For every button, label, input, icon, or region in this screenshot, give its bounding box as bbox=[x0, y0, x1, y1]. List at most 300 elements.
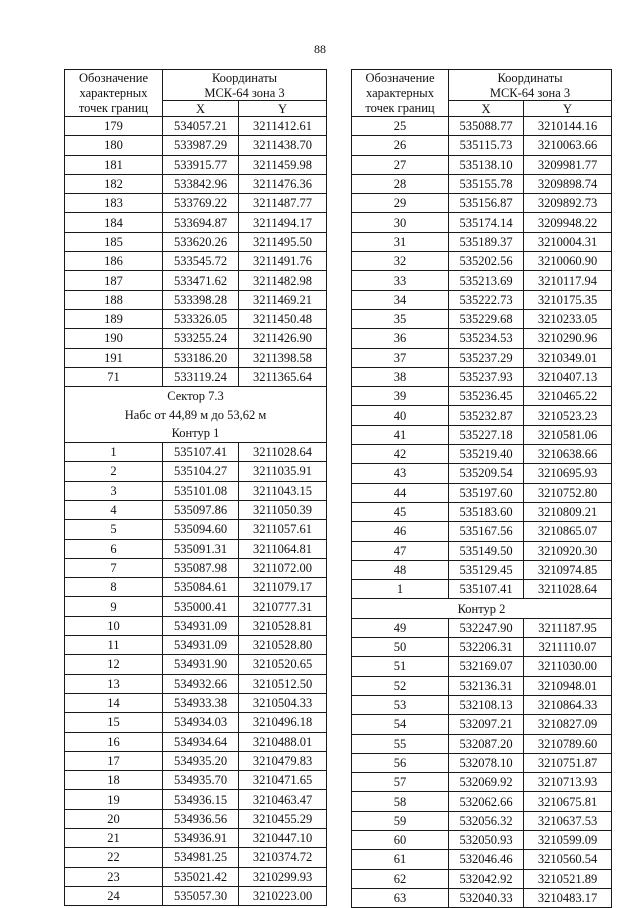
table-row bbox=[65, 771, 327, 790]
x-coordinate-cell: 535234.53 bbox=[449, 329, 524, 348]
table-row bbox=[65, 636, 327, 655]
section-title: Контур 1 bbox=[65, 424, 327, 443]
x-coordinate-cell: 532040.33 bbox=[449, 888, 524, 907]
x-coordinate-cell: 535189.37 bbox=[449, 232, 524, 251]
y-coordinate-cell: 3210223.00 bbox=[239, 886, 327, 905]
header-x: X bbox=[163, 101, 239, 117]
table-row bbox=[352, 753, 612, 772]
coordinates-table-right bbox=[351, 69, 612, 908]
x-coordinate-cell: 535000.41 bbox=[163, 597, 239, 616]
section-row bbox=[65, 424, 327, 443]
table-row bbox=[352, 830, 612, 849]
table-row bbox=[352, 657, 612, 676]
point-id-cell: 18 bbox=[65, 771, 163, 790]
y-coordinate-cell: 3211491.76 bbox=[239, 252, 327, 271]
y-coordinate-cell: 3211072.00 bbox=[239, 558, 327, 577]
point-id-cell: 184 bbox=[65, 213, 163, 232]
section-row bbox=[65, 405, 327, 423]
y-coordinate-cell: 3210599.09 bbox=[524, 830, 612, 849]
table-row bbox=[65, 597, 327, 616]
y-coordinate-cell: 3210117.94 bbox=[524, 271, 612, 290]
x-coordinate-cell: 535115.73 bbox=[449, 136, 524, 155]
y-coordinate-cell: 3210637.53 bbox=[524, 811, 612, 830]
point-id-cell: 52 bbox=[352, 676, 449, 695]
x-coordinate-cell: 534933.38 bbox=[163, 693, 239, 712]
x-coordinate-cell: 534934.64 bbox=[163, 732, 239, 751]
x-coordinate-cell: 534981.25 bbox=[163, 848, 239, 867]
x-coordinate-cell: 533545.72 bbox=[163, 252, 239, 271]
table-row bbox=[352, 773, 612, 792]
point-id-cell: 3 bbox=[65, 481, 163, 500]
table-row bbox=[65, 674, 327, 693]
point-id-cell: 27 bbox=[352, 155, 449, 174]
point-id-cell: 20 bbox=[65, 809, 163, 828]
y-coordinate-cell: 3211064.81 bbox=[239, 539, 327, 558]
point-id-cell: 19 bbox=[65, 790, 163, 809]
table-row bbox=[65, 578, 327, 597]
point-id-cell: 56 bbox=[352, 753, 449, 772]
y-coordinate-cell: 3210865.07 bbox=[524, 522, 612, 541]
point-id-cell: 185 bbox=[65, 232, 163, 251]
y-coordinate-cell: 3211459.98 bbox=[239, 155, 327, 174]
table-row bbox=[352, 869, 612, 888]
table-row bbox=[352, 850, 612, 869]
x-coordinate-cell: 535091.31 bbox=[163, 539, 239, 558]
x-coordinate-cell: 535237.93 bbox=[449, 367, 524, 386]
table-row bbox=[352, 888, 612, 907]
table-row bbox=[65, 155, 327, 174]
table-row bbox=[352, 348, 612, 367]
x-coordinate-cell: 535202.56 bbox=[449, 252, 524, 271]
y-coordinate-cell: 3210144.16 bbox=[524, 117, 612, 136]
x-coordinate-cell: 534931.90 bbox=[163, 655, 239, 674]
y-coordinate-cell: 3211476.36 bbox=[239, 174, 327, 193]
table-row bbox=[352, 734, 612, 753]
table-row bbox=[65, 329, 327, 348]
table-row bbox=[65, 117, 327, 136]
y-coordinate-cell: 3210948.01 bbox=[524, 676, 612, 695]
table-row bbox=[65, 867, 327, 886]
x-coordinate-cell: 534934.03 bbox=[163, 713, 239, 732]
point-id-cell: 12 bbox=[65, 655, 163, 674]
point-id-cell: 34 bbox=[352, 290, 449, 309]
table-row bbox=[352, 213, 612, 232]
x-coordinate-cell: 535209.54 bbox=[449, 464, 524, 483]
y-coordinate-cell: 3210675.81 bbox=[524, 792, 612, 811]
point-id-cell: 8 bbox=[65, 578, 163, 597]
point-id-cell: 44 bbox=[352, 483, 449, 502]
table-row bbox=[352, 638, 612, 657]
x-coordinate-cell: 535138.10 bbox=[449, 155, 524, 174]
point-id-cell: 1 bbox=[65, 443, 163, 462]
section-row bbox=[65, 387, 327, 406]
y-coordinate-cell: 3209948.22 bbox=[524, 213, 612, 232]
x-coordinate-cell: 535101.08 bbox=[163, 481, 239, 500]
x-coordinate-cell: 535084.61 bbox=[163, 578, 239, 597]
point-id-cell: 182 bbox=[65, 174, 163, 193]
x-coordinate-cell: 535222.73 bbox=[449, 290, 524, 309]
header-point-designation: Обозначение характерных точек границ bbox=[65, 70, 163, 117]
point-id-cell: 50 bbox=[352, 638, 449, 657]
point-id-cell: 51 bbox=[352, 657, 449, 676]
y-coordinate-cell: 3211412.61 bbox=[239, 117, 327, 136]
x-coordinate-cell: 532056.32 bbox=[449, 811, 524, 830]
x-coordinate-cell: 535227.18 bbox=[449, 425, 524, 444]
x-coordinate-cell: 533769.22 bbox=[163, 194, 239, 213]
point-id-cell: 35 bbox=[352, 309, 449, 328]
x-coordinate-cell: 532062.66 bbox=[449, 792, 524, 811]
x-coordinate-cell: 533620.26 bbox=[163, 232, 239, 251]
point-id-cell: 43 bbox=[352, 464, 449, 483]
y-coordinate-cell: 3210063.66 bbox=[524, 136, 612, 155]
y-coordinate-cell: 3210713.93 bbox=[524, 773, 612, 792]
table-row bbox=[352, 367, 612, 386]
x-coordinate-cell: 533915.77 bbox=[163, 155, 239, 174]
point-id-cell: 186 bbox=[65, 252, 163, 271]
table-row bbox=[65, 558, 327, 577]
point-id-cell: 9 bbox=[65, 597, 163, 616]
point-id-cell: 49 bbox=[352, 618, 449, 637]
x-coordinate-cell: 534936.91 bbox=[163, 828, 239, 847]
x-coordinate-cell: 535232.87 bbox=[449, 406, 524, 425]
point-id-cell: 25 bbox=[352, 117, 449, 136]
table-row bbox=[352, 580, 612, 599]
table-row bbox=[65, 500, 327, 519]
table-row bbox=[352, 290, 612, 309]
y-coordinate-cell: 3210349.01 bbox=[524, 348, 612, 367]
table-row bbox=[65, 136, 327, 155]
table-row bbox=[352, 194, 612, 213]
y-coordinate-cell: 3210004.31 bbox=[524, 232, 612, 251]
table-row bbox=[65, 848, 327, 867]
y-coordinate-cell: 3210864.33 bbox=[524, 695, 612, 714]
header-coordinates-title: Координаты bbox=[449, 70, 612, 86]
x-coordinate-cell: 535087.98 bbox=[163, 558, 239, 577]
table-row bbox=[352, 483, 612, 502]
x-coordinate-cell: 533694.87 bbox=[163, 213, 239, 232]
point-id-cell: 187 bbox=[65, 271, 163, 290]
point-id-cell: 179 bbox=[65, 117, 163, 136]
point-id-cell: 37 bbox=[352, 348, 449, 367]
x-coordinate-cell: 532097.21 bbox=[449, 715, 524, 734]
y-coordinate-cell: 3211365.64 bbox=[239, 367, 327, 386]
x-coordinate-cell: 535155.78 bbox=[449, 174, 524, 193]
y-coordinate-cell: 3211079.17 bbox=[239, 578, 327, 597]
point-id-cell: 190 bbox=[65, 329, 163, 348]
x-coordinate-cell: 532247.90 bbox=[449, 618, 524, 637]
table-row bbox=[65, 732, 327, 751]
y-coordinate-cell: 3210465.22 bbox=[524, 387, 612, 406]
table-row bbox=[352, 252, 612, 271]
table-row bbox=[352, 136, 612, 155]
y-coordinate-cell: 3210175.35 bbox=[524, 290, 612, 309]
x-coordinate-cell: 532136.31 bbox=[449, 676, 524, 695]
y-coordinate-cell: 3210789.60 bbox=[524, 734, 612, 753]
table-row bbox=[352, 387, 612, 406]
table-row bbox=[65, 751, 327, 770]
y-coordinate-cell: 3210528.80 bbox=[239, 636, 327, 655]
x-coordinate-cell: 535104.27 bbox=[163, 462, 239, 481]
point-id-cell: 188 bbox=[65, 290, 163, 309]
x-coordinate-cell: 534936.15 bbox=[163, 790, 239, 809]
header-x: X bbox=[449, 101, 524, 117]
y-coordinate-cell: 3210520.65 bbox=[239, 655, 327, 674]
point-id-cell: 183 bbox=[65, 194, 163, 213]
y-coordinate-cell: 3211469.21 bbox=[239, 290, 327, 309]
y-coordinate-cell: 3211030.00 bbox=[524, 657, 612, 676]
section-title: Набс от 44,89 м до 53,62 м bbox=[65, 405, 327, 423]
table-row bbox=[65, 713, 327, 732]
x-coordinate-cell: 535097.86 bbox=[163, 500, 239, 519]
y-coordinate-cell: 3210374.72 bbox=[239, 848, 327, 867]
point-id-cell: 1 bbox=[352, 580, 449, 599]
x-coordinate-cell: 535156.87 bbox=[449, 194, 524, 213]
point-id-cell: 13 bbox=[65, 674, 163, 693]
y-coordinate-cell: 3209892.73 bbox=[524, 194, 612, 213]
y-coordinate-cell: 3210920.30 bbox=[524, 541, 612, 560]
table-row bbox=[65, 520, 327, 539]
header-point-designation: Обозначение характерных точек границ bbox=[352, 70, 449, 117]
table-row bbox=[352, 445, 612, 464]
y-coordinate-cell: 3211450.48 bbox=[239, 309, 327, 328]
page-number: 88 bbox=[314, 42, 326, 56]
point-id-cell: 181 bbox=[65, 155, 163, 174]
point-id-cell: 5 bbox=[65, 520, 163, 539]
point-id-cell: 31 bbox=[352, 232, 449, 251]
y-coordinate-cell: 3210455.29 bbox=[239, 809, 327, 828]
x-coordinate-cell: 532206.31 bbox=[449, 638, 524, 657]
table-row bbox=[352, 695, 612, 714]
y-coordinate-cell: 3211187.95 bbox=[524, 618, 612, 637]
table-row bbox=[352, 618, 612, 637]
table-row bbox=[65, 616, 327, 635]
point-id-cell: 63 bbox=[352, 888, 449, 907]
table-row bbox=[65, 809, 327, 828]
table-row bbox=[352, 232, 612, 251]
point-id-cell: 22 bbox=[65, 848, 163, 867]
x-coordinate-cell: 535197.60 bbox=[449, 483, 524, 502]
y-coordinate-cell: 3210471.65 bbox=[239, 771, 327, 790]
y-coordinate-cell: 3210488.01 bbox=[239, 732, 327, 751]
point-id-cell: 54 bbox=[352, 715, 449, 734]
y-coordinate-cell: 3209981.77 bbox=[524, 155, 612, 174]
table-row bbox=[65, 213, 327, 232]
table-row bbox=[352, 792, 612, 811]
table-row bbox=[352, 406, 612, 425]
y-coordinate-cell: 3211028.64 bbox=[524, 580, 612, 599]
point-id-cell: 58 bbox=[352, 792, 449, 811]
y-coordinate-cell: 3210290.96 bbox=[524, 329, 612, 348]
table-row bbox=[352, 811, 612, 830]
table-row bbox=[65, 290, 327, 309]
table-row bbox=[352, 541, 612, 560]
point-id-cell: 59 bbox=[352, 811, 449, 830]
y-coordinate-cell: 3210060.90 bbox=[524, 252, 612, 271]
header-coordinates-zone: МСК-64 зона 3 bbox=[449, 85, 612, 101]
x-coordinate-cell: 534935.70 bbox=[163, 771, 239, 790]
point-id-cell: 4 bbox=[65, 500, 163, 519]
point-id-cell: 39 bbox=[352, 387, 449, 406]
y-coordinate-cell: 3210512.50 bbox=[239, 674, 327, 693]
table-row bbox=[65, 252, 327, 271]
y-coordinate-cell: 3210751.87 bbox=[524, 753, 612, 772]
table-row bbox=[352, 502, 612, 521]
section-row bbox=[352, 599, 612, 618]
table-row bbox=[65, 693, 327, 712]
table-row bbox=[352, 560, 612, 579]
x-coordinate-cell: 535174.14 bbox=[449, 213, 524, 232]
table-row bbox=[65, 828, 327, 847]
y-coordinate-cell: 3210560.54 bbox=[524, 850, 612, 869]
point-id-cell: 36 bbox=[352, 329, 449, 348]
y-coordinate-cell: 3210777.31 bbox=[239, 597, 327, 616]
y-coordinate-cell: 3210521.89 bbox=[524, 869, 612, 888]
point-id-cell: 28 bbox=[352, 174, 449, 193]
y-coordinate-cell: 3211494.17 bbox=[239, 213, 327, 232]
point-id-cell: 16 bbox=[65, 732, 163, 751]
x-coordinate-cell: 534936.56 bbox=[163, 809, 239, 828]
table-row bbox=[352, 676, 612, 695]
x-coordinate-cell: 535088.77 bbox=[449, 117, 524, 136]
table-row bbox=[65, 271, 327, 290]
table-row bbox=[352, 425, 612, 444]
x-coordinate-cell: 532108.13 bbox=[449, 695, 524, 714]
y-coordinate-cell: 3210528.81 bbox=[239, 616, 327, 635]
x-coordinate-cell: 532042.92 bbox=[449, 869, 524, 888]
y-coordinate-cell: 3211057.61 bbox=[239, 520, 327, 539]
x-coordinate-cell: 532078.10 bbox=[449, 753, 524, 772]
x-coordinate-cell: 534931.09 bbox=[163, 636, 239, 655]
table-row bbox=[65, 348, 327, 367]
y-coordinate-cell: 3210809.21 bbox=[524, 502, 612, 521]
x-coordinate-cell: 535057.30 bbox=[163, 886, 239, 905]
y-coordinate-cell: 3210233.05 bbox=[524, 309, 612, 328]
point-id-cell: 191 bbox=[65, 348, 163, 367]
x-coordinate-cell: 535107.41 bbox=[163, 443, 239, 462]
point-id-cell: 32 bbox=[352, 252, 449, 271]
table-row bbox=[352, 155, 612, 174]
x-coordinate-cell: 535229.68 bbox=[449, 309, 524, 328]
point-id-cell: 189 bbox=[65, 309, 163, 328]
table-row bbox=[65, 655, 327, 674]
point-id-cell: 62 bbox=[352, 869, 449, 888]
table-row bbox=[65, 194, 327, 213]
table-row bbox=[65, 367, 327, 386]
y-coordinate-cell: 3211426.90 bbox=[239, 329, 327, 348]
point-id-cell: 7 bbox=[65, 558, 163, 577]
point-id-cell: 33 bbox=[352, 271, 449, 290]
point-id-cell: 30 bbox=[352, 213, 449, 232]
point-id-cell: 2 bbox=[65, 462, 163, 481]
table-row bbox=[65, 790, 327, 809]
point-id-cell: 71 bbox=[65, 367, 163, 386]
table-row bbox=[352, 715, 612, 734]
y-coordinate-cell: 3210504.33 bbox=[239, 693, 327, 712]
x-coordinate-cell: 535129.45 bbox=[449, 560, 524, 579]
y-coordinate-cell: 3211110.07 bbox=[524, 638, 612, 657]
x-coordinate-cell: 532169.07 bbox=[449, 657, 524, 676]
point-id-cell: 23 bbox=[65, 867, 163, 886]
y-coordinate-cell: 3210447.10 bbox=[239, 828, 327, 847]
x-coordinate-cell: 535021.42 bbox=[163, 867, 239, 886]
x-coordinate-cell: 533119.24 bbox=[163, 367, 239, 386]
point-id-cell: 15 bbox=[65, 713, 163, 732]
y-coordinate-cell: 3211035.91 bbox=[239, 462, 327, 481]
y-coordinate-cell: 3211043.15 bbox=[239, 481, 327, 500]
point-id-cell: 180 bbox=[65, 136, 163, 155]
point-id-cell: 40 bbox=[352, 406, 449, 425]
x-coordinate-cell: 534935.20 bbox=[163, 751, 239, 770]
x-coordinate-cell: 535237.29 bbox=[449, 348, 524, 367]
x-coordinate-cell: 535219.40 bbox=[449, 445, 524, 464]
header-y: Y bbox=[239, 101, 327, 117]
point-id-cell: 14 bbox=[65, 693, 163, 712]
point-id-cell: 57 bbox=[352, 773, 449, 792]
table-row bbox=[352, 174, 612, 193]
point-id-cell: 60 bbox=[352, 830, 449, 849]
y-coordinate-cell: 3210827.09 bbox=[524, 715, 612, 734]
x-coordinate-cell: 535094.60 bbox=[163, 520, 239, 539]
y-coordinate-cell: 3210407.13 bbox=[524, 367, 612, 386]
table-row bbox=[352, 522, 612, 541]
x-coordinate-cell: 535183.60 bbox=[449, 502, 524, 521]
x-coordinate-cell: 534057.21 bbox=[163, 117, 239, 136]
y-coordinate-cell: 3211438.70 bbox=[239, 136, 327, 155]
y-coordinate-cell: 3209898.74 bbox=[524, 174, 612, 193]
table-row bbox=[65, 443, 327, 462]
table-row bbox=[65, 232, 327, 251]
point-id-cell: 26 bbox=[352, 136, 449, 155]
y-coordinate-cell: 3210483.17 bbox=[524, 888, 612, 907]
point-id-cell: 42 bbox=[352, 445, 449, 464]
table-row bbox=[352, 309, 612, 328]
y-coordinate-cell: 3210299.93 bbox=[239, 867, 327, 886]
x-coordinate-cell: 533842.96 bbox=[163, 174, 239, 193]
x-coordinate-cell: 533326.05 bbox=[163, 309, 239, 328]
x-coordinate-cell: 535149.50 bbox=[449, 541, 524, 560]
x-coordinate-cell: 533255.24 bbox=[163, 329, 239, 348]
point-id-cell: 6 bbox=[65, 539, 163, 558]
x-coordinate-cell: 535236.45 bbox=[449, 387, 524, 406]
table-row bbox=[65, 539, 327, 558]
header-y: Y bbox=[524, 101, 612, 117]
x-coordinate-cell: 534931.09 bbox=[163, 616, 239, 635]
y-coordinate-cell: 3210463.47 bbox=[239, 790, 327, 809]
x-coordinate-cell: 532069.92 bbox=[449, 773, 524, 792]
x-coordinate-cell: 532087.20 bbox=[449, 734, 524, 753]
y-coordinate-cell: 3210581.06 bbox=[524, 425, 612, 444]
point-id-cell: 24 bbox=[65, 886, 163, 905]
table-row bbox=[65, 309, 327, 328]
y-coordinate-cell: 3211487.77 bbox=[239, 194, 327, 213]
point-id-cell: 17 bbox=[65, 751, 163, 770]
x-coordinate-cell: 533987.29 bbox=[163, 136, 239, 155]
point-id-cell: 48 bbox=[352, 560, 449, 579]
point-id-cell: 10 bbox=[65, 616, 163, 635]
table-row bbox=[352, 271, 612, 290]
point-id-cell: 11 bbox=[65, 636, 163, 655]
table-row bbox=[65, 462, 327, 481]
y-coordinate-cell: 3210479.83 bbox=[239, 751, 327, 770]
point-id-cell: 61 bbox=[352, 850, 449, 869]
x-coordinate-cell: 532050.93 bbox=[449, 830, 524, 849]
y-coordinate-cell: 3211482.98 bbox=[239, 271, 327, 290]
y-coordinate-cell: 3211050.39 bbox=[239, 500, 327, 519]
point-id-cell: 21 bbox=[65, 828, 163, 847]
y-coordinate-cell: 3210752.80 bbox=[524, 483, 612, 502]
y-coordinate-cell: 3211398.58 bbox=[239, 348, 327, 367]
table-row bbox=[65, 481, 327, 500]
